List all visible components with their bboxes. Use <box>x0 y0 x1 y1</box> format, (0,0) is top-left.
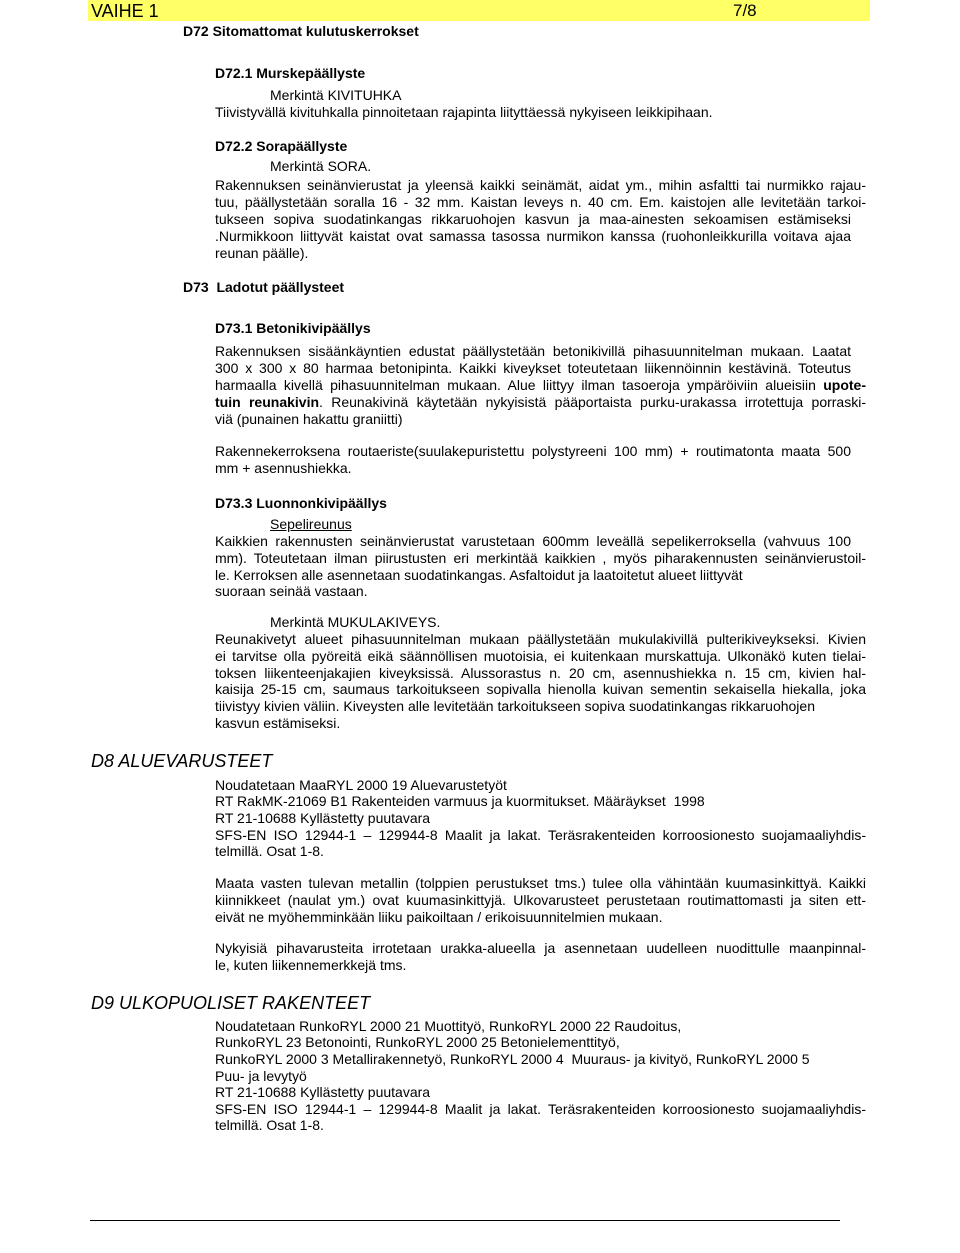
emphasis-text: tuin reunakivin <box>215 394 320 410</box>
body-line: le. Kerroksen alle asennetaan suodatinkangas. Asfaltoidut ja laatoitetut alueet liittyvät <box>215 567 743 583</box>
page-number: 7/8 <box>733 1 757 20</box>
section-title-d72: D72 Sitomattomat kulutuskerrokset <box>183 23 419 39</box>
body-line: tiivistyy kivien väliin. Kiveysten alle levitetään tarkoitukseen sopiva suodatinkangas rikkaruohojen <box>215 698 815 714</box>
section-title-d9: D9 ULKOPUOLISET RAKENTEET <box>91 993 371 1013</box>
body-line: tukseen sopiva suodatinkangas rikkaruohojen kasvun ja maa-ainesten sekoamisen estämiseksi <box>215 211 851 227</box>
phase-label: VAIHE 1 <box>91 1 159 21</box>
marking-label: Merkintä KIVITUHKA <box>270 87 402 103</box>
body-line-text: . Reunakivinä käytetään nykyisistä pääportaista purku-urakassa irrotettuja porraski- <box>319 394 866 410</box>
body-line: Nykyisiä pihavarusteita irrotetaan urakka-alueella ja asennetaan uudelleen nuodittulle maanpinnal- <box>215 940 866 956</box>
body-line: telmillä. Osat 1-8. <box>215 1117 324 1133</box>
body-line <box>215 394 866 411</box>
subsection-title-d72-1: D72.1 Murskepäällyste <box>215 65 366 81</box>
body-line: telmillä. Osat 1-8. <box>215 843 324 859</box>
body-line: RunkoRYL 2000 3 Metallirakennetyö, RunkoRYL 2000 4 Muuraus- ja kivityö, RunkoRYL 2000 5 <box>215 1051 810 1067</box>
body-line: 300 x 300 x 80 harmaa betonipinta. Kaikki kiveykset toteutetaan liikennöinnin kestävinä. Toteutus <box>215 360 851 376</box>
body-line: le, kuten liikennemerkkejä tms. <box>215 957 407 973</box>
marking-label: Merkintä SORA. <box>270 158 372 174</box>
body-line: Maata vasten tulevan metallin (tolppien perustukset tms.) tulee olla vähintään kuumasinkittyä. Kaikki <box>215 875 866 891</box>
subsection-title-d73-3: D73.3 Luonnonkivipäällys <box>215 495 387 511</box>
body-line <box>215 377 866 394</box>
body-line: .Nurmikkoon liittyvät kaistat ovat samassa tasossa nurmikon kanssa (ruohonleikkurilla voitava ajaa <box>215 228 851 244</box>
body-line: Tiivistyvällä kivituhkalla pinnoitetaan rajapinta liityttäessä nykyiseen leikkipihaan. <box>215 104 713 120</box>
marking-label: Merkintä MUKULAKIVEYS. <box>270 614 441 630</box>
body-line: Rakennuksen seinänvierustat ja yleensä kaikki seinämät, aidat ym., mihin asfaltti tai nurmikko rajau- <box>215 177 866 193</box>
footer-rule <box>90 1220 840 1221</box>
body-line: RT RakMK-21069 B1 Rakenteiden varmuus ja kuormitukset. Määräykset 1998 <box>215 793 705 809</box>
body-line: eivät ne myöhemminkään liiku paikoiltaan / erikoisuunnitelmien mukaan. <box>215 909 663 925</box>
emphasis-text: upote- <box>823 377 866 393</box>
body-line: kaisija 25-15 cm, saumaus tarkoitukseen sopivalla hienolla kuivan sementin sekaisella hiekalla, joka <box>215 681 866 697</box>
body-line-text: harmaalla kivellä pihasuunnitelman mukaan. Alue liittyy ilman tasoeroja ympäröiviin alueisiin <box>215 377 824 393</box>
body-line: Reunakivetyt alueet pihasuunnitelman mukaan päällystetään mukulakivillä pulterikiveykseksi. Kivien <box>215 631 866 647</box>
body-line: Noudatetaan RunkoRYL 2000 21 Muottityö, RunkoRYL 2000 22 Raudoitus, <box>215 1018 682 1034</box>
body-line: tuu, päällystetään soralla 16 - 32 mm. Kaistan leveys n. 40 cm. Em. kaistojen alle levitetään tarkoi- <box>215 194 866 210</box>
body-line: reunan päälle). <box>215 245 309 261</box>
body-line: RT 21-10688 Kyllästetty puutavara <box>215 1084 431 1100</box>
body-line: SFS-EN ISO 12944-1 – 129944-8 Maalit ja lakat. Teräsrakenteiden korroosionesto suojamaaliyhdis- <box>215 827 866 843</box>
body-line: Kaikkien rakennusten seinänvierustat varustetaan 600mm leveällä sepelikerroksella (vahvuus 100 <box>215 533 851 549</box>
subsection-title-d73-1: D73.1 Betonikivipäällys <box>215 320 371 336</box>
body-line: Puu- ja levytyö <box>215 1068 307 1084</box>
body-line: Rakennuksen sisäänkäyntien edustat päällystetään betonikivillä pihasuunnitelman mukaan. Laatat <box>215 343 851 359</box>
subsection-title-d72-2: D72.2 Sorapäällyste <box>215 138 348 154</box>
body-line: SFS-EN ISO 12944-1 – 129944-8 Maalit ja lakat. Teräsrakenteiden korroosionesto suojamaaliyhdis- <box>215 1101 866 1117</box>
body-line: toksen liikenteenjakajien kiveyksissä. Alussorastus n. 20 cm, asennushiekka n. 15 cm, kivien hal- <box>215 665 866 681</box>
body-line: mm). Toteutetaan ilman piirustusten eri merkintää kaikkien , myös piharakennusten seinänvierustoil- <box>215 550 866 566</box>
body-line: suoraan seinää vastaan. <box>215 583 368 599</box>
body-line: mm + asennushiekka. <box>215 460 352 476</box>
body-line: RunkoRYL 23 Betonointi, RunkoRYL 2000 25 Betonielementtityö, <box>215 1034 620 1050</box>
body-line: viä (punainen hakattu graniitti) <box>215 411 403 427</box>
edge-subtitle: Sepelireunus <box>270 516 352 532</box>
body-line: kasvun estämiseksi. <box>215 715 341 731</box>
body-line: Rakennekerroksena routaeriste(suulakepuristettu polystyreeni 100 mm) + routimatonta maata 500 <box>215 443 851 459</box>
section-title-d73: D73 Ladotut päällysteet <box>183 279 345 295</box>
body-line: kiinnikkeet (naulat ym.) ovat kuumasinkittyjä. Ulkovarusteet perustetaan routimattomasti ja siten ett- <box>215 892 866 908</box>
body-line: RT 21-10688 Kyllästetty puutavara <box>215 810 431 826</box>
body-line: Noudatetaan MaaRYL 2000 19 Aluevarustetyöt <box>215 777 507 793</box>
section-title-d8: D8 ALUEVARUSTEET <box>91 751 273 771</box>
body-line: ei tarvitse olla pyöreitä eikä säännöllisen muotoisia, ei kuitenkaan murskattuja. Ulkonäkö kuten tielai- <box>215 648 866 664</box>
